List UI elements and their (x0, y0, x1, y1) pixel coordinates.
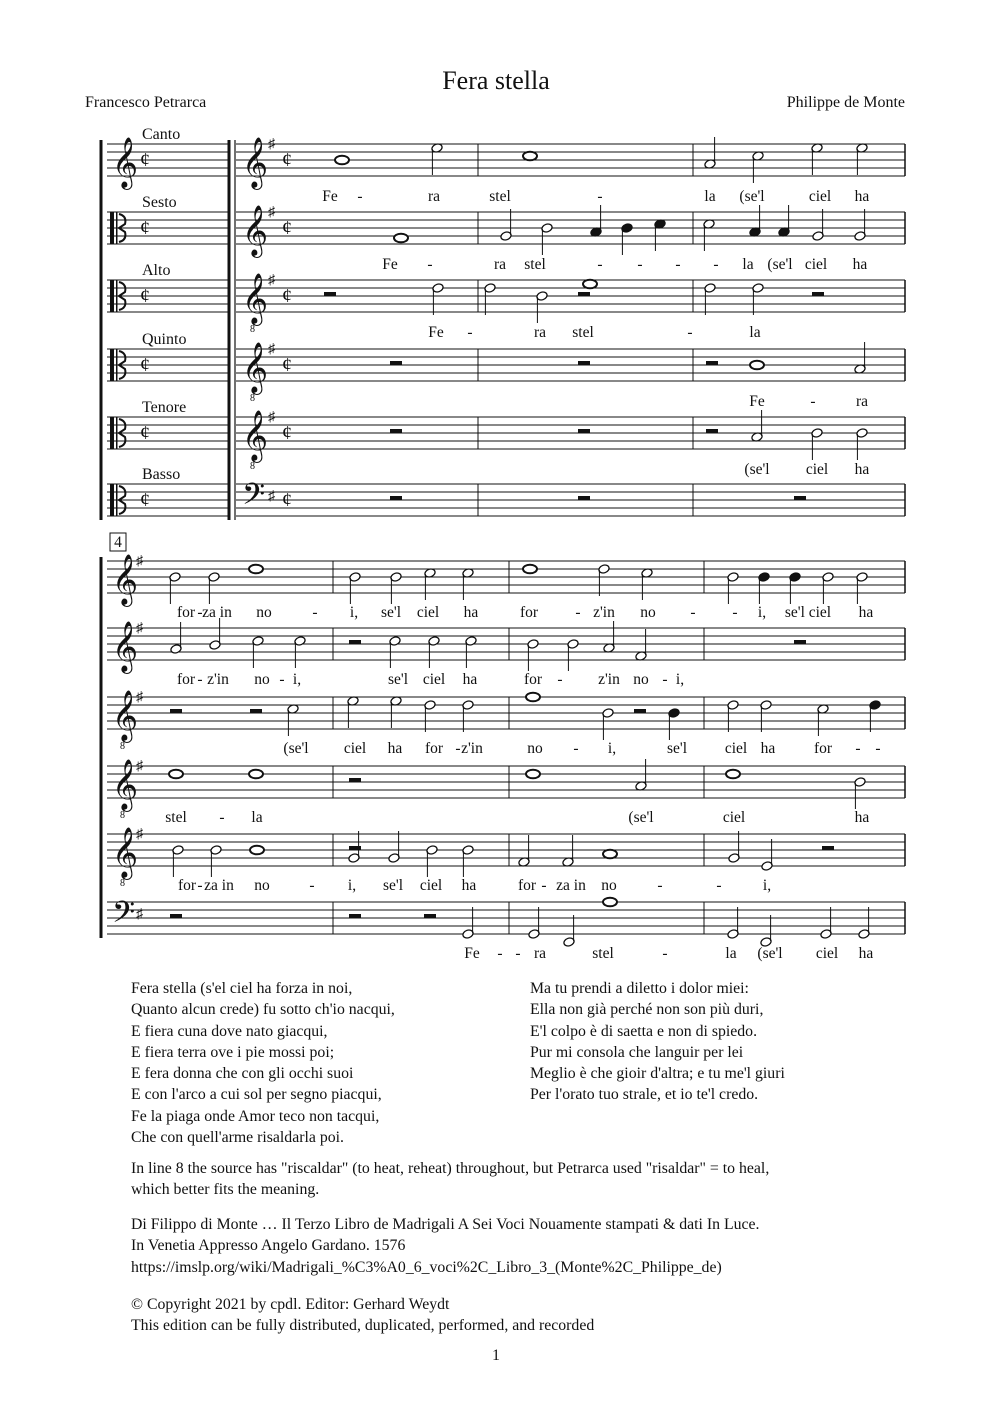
poem-line: Per l'orato tuo strale, et io te'l credo. (530, 1086, 759, 1104)
lyrics-system2-voice2 (177, 671, 684, 688)
lyric-syllable: - (197, 877, 203, 894)
composer-name: Philippe de Monte (786, 94, 905, 111)
sharp-icon: ♯ (136, 690, 143, 705)
lyric-syllable: Fe (322, 188, 338, 205)
lyric-syllable: la (725, 945, 737, 962)
lyric-syllable: ha (760, 740, 776, 757)
lyric-syllable: - (197, 604, 203, 621)
lyric-syllable: se'l ciel (784, 604, 832, 621)
lyric-syllable: ciel (419, 877, 443, 894)
lyric-syllable: ra (427, 188, 441, 205)
note-line: which better fits the meaning. (131, 1181, 320, 1199)
lyric-syllable: ra (533, 324, 547, 341)
lyric-syllable: ciel (804, 256, 828, 273)
time-signature: ¢ (282, 354, 292, 376)
lyric-syllable: ha (461, 877, 477, 894)
lyric-syllable: stel (524, 256, 546, 273)
notes-system2-voice1 (169, 564, 868, 604)
whole-rest (578, 292, 590, 296)
lyric-syllable: - (662, 671, 668, 688)
time-signature: ¢ (282, 149, 292, 171)
octave-mark: 8 (250, 324, 255, 335)
lyric-syllable: stel (572, 324, 594, 341)
whole-rest (706, 361, 718, 365)
lyric-syllable: ha (854, 809, 870, 826)
poet-name: Francesco Petrarca (85, 94, 207, 111)
octave-mark: 8 (120, 810, 125, 821)
time-signature: ¢ (282, 285, 292, 307)
notes-system1-voice3 (432, 280, 764, 323)
whole-rest (634, 709, 646, 713)
lyric-syllable: no (254, 671, 270, 688)
treble-clef-icon: 𝄞 (112, 555, 139, 604)
bass-clef-icon: 𝄢 (242, 478, 266, 518)
lyric-syllable: - (597, 256, 603, 273)
octave-mark: 8 (250, 393, 255, 404)
whole-note (169, 770, 183, 779)
lyric-syllable: ha (854, 188, 870, 205)
lyric-syllable: ciel (815, 945, 839, 962)
poem-line: E fera donna che con gli occhi suoi (131, 1065, 354, 1083)
lyrics-system1-voice1 (322, 188, 869, 205)
lyric-syllable: - (657, 877, 663, 894)
whole-note (249, 770, 263, 779)
lyric-syllable: i, (349, 604, 359, 621)
lyric-syllable: - (541, 877, 547, 894)
lyric-syllable: z'in (598, 671, 620, 688)
lyric-syllable: - (573, 740, 579, 757)
whole-rest (578, 496, 590, 500)
whole-note (603, 850, 617, 859)
sharp-icon: ♯ (268, 489, 275, 504)
lyric-syllable: - (467, 324, 473, 341)
lyric-syllable: - (575, 604, 581, 621)
lyric-syllable: i, (347, 877, 357, 894)
lyric-syllable: - (515, 945, 521, 962)
lyric-syllable: i, (607, 740, 617, 757)
time-signature: ¢ (140, 217, 150, 239)
lyric-syllable: ciel (416, 604, 440, 621)
treble-clef-icon: 𝄞 (242, 206, 269, 255)
lyric-syllable: ha (463, 604, 479, 621)
lyric-syllable: stel (165, 809, 187, 826)
lyric-syllable: no (254, 877, 270, 894)
staff-system2-alto (107, 690, 905, 752)
lyric-syllable: - (637, 256, 643, 273)
sharp-icon: ♯ (136, 827, 143, 842)
whole-rest (170, 709, 182, 713)
lyric-syllable: ra (855, 393, 869, 410)
whole-rest (812, 292, 824, 296)
sharp-icon: ♯ (136, 759, 143, 774)
lyric-syllable: - (197, 671, 203, 688)
staff-system2-quinto (107, 759, 905, 821)
whole-note (250, 846, 264, 855)
lyric-syllable: ha (854, 461, 870, 478)
lyric-syllable: for (176, 671, 196, 688)
treble-clef-icon: 𝄞 (112, 760, 139, 809)
lyric-syllable: - (713, 256, 719, 273)
staff-system2-canto (107, 554, 905, 607)
incipit-staff-alto (107, 262, 228, 312)
whole-rest (424, 914, 436, 918)
voice-name: Basso (142, 466, 181, 483)
c-clef-bar (110, 349, 114, 381)
lyric-syllable: ha (858, 604, 874, 621)
time-signature: ¢ (140, 285, 150, 307)
lyric-syllable: no (527, 740, 543, 757)
lyric-syllable: Fe (428, 324, 444, 341)
poem-line: Ma tu prendi a diletto i dolor miei: (530, 980, 749, 997)
c-clef-bar (110, 484, 114, 516)
sharp-icon: ♯ (268, 273, 275, 288)
lyric-syllable: for (177, 877, 197, 894)
whole-note (750, 361, 764, 370)
whole-rest (390, 429, 402, 433)
lyric-syllable: ra (533, 945, 547, 962)
lyric-syllable: ha (858, 945, 874, 962)
voice-name: Quinto (142, 331, 187, 348)
source-line: In Venetia Appresso Angelo Gardano. 1576 (131, 1237, 406, 1255)
whole-note (335, 156, 349, 165)
lyric-syllable: - (455, 740, 461, 757)
lyrics-system1-voice3 (428, 324, 760, 341)
lyric-syllable: za in (556, 877, 586, 894)
lyric-syllable: - (732, 604, 738, 621)
lyrics-system1-voice5 (744, 461, 869, 478)
lyric-syllable: (se'l (767, 256, 793, 273)
lyric-syllable: no (640, 604, 656, 621)
treble-clef-icon: 𝄞 (112, 691, 139, 740)
page-number: 1 (492, 1347, 500, 1364)
sharp-icon: ♯ (268, 342, 275, 357)
poem-line: Fera stella (s'el ciel ha forza in noi, (131, 980, 353, 997)
poem-line: Pur mi consola che languir per lei (530, 1043, 744, 1061)
lyric-syllable: ha (852, 256, 868, 273)
lyric-syllable: - (675, 256, 681, 273)
whole-rest (578, 361, 590, 365)
notes-system2-voice5 (172, 831, 773, 877)
incipit-staff-quinto (107, 331, 228, 381)
voice-name: Tenore (142, 399, 187, 416)
poem-line: E fiera cuna dove nato giacqui, (131, 1022, 328, 1040)
lyrics-system2-voice6 (464, 945, 873, 962)
lyric-syllable: - (662, 945, 668, 962)
staff-quinto (236, 342, 905, 404)
lyric-syllable: se'l (666, 740, 688, 757)
whole-rest (349, 846, 361, 850)
lyric-syllable: ha (462, 671, 478, 688)
time-signature: ¢ (140, 489, 150, 511)
lyric-syllable: stel (489, 188, 511, 205)
incipit-staff-sesto (107, 194, 228, 244)
treble-clef-icon: 𝄞 (242, 411, 269, 460)
lyric-syllable: for (517, 877, 537, 894)
source-line: Di Filippo di Monte … Il Terzo Libro de Madrigali A Sei Voci Nouamente stampati & dati In Luce. (131, 1216, 760, 1233)
staff-system2-sesto (107, 621, 905, 674)
lyric-syllable: la (704, 188, 716, 205)
whole-note (523, 152, 537, 161)
sharp-icon: ♯ (136, 907, 143, 922)
whole-rest (822, 846, 834, 850)
c-clef-bar (110, 417, 114, 449)
lyric-syllable: - (357, 188, 363, 205)
lyric-syllable: ciel (422, 671, 446, 688)
lyric-syllable: for (523, 671, 543, 688)
poem-line: Quanto alcun crede) fu sotto ch'io nacqui, (131, 1001, 395, 1019)
lyric-syllable: (se'l (283, 740, 309, 757)
lyric-syllable: Fe (382, 256, 398, 273)
whole-rest (170, 914, 182, 918)
whole-note (526, 693, 540, 702)
sharp-icon: ♯ (136, 621, 143, 636)
lyric-syllable: for (424, 740, 444, 757)
whole-note (603, 898, 617, 907)
time-signature: ¢ (140, 149, 150, 171)
octave-mark: 8 (120, 878, 125, 889)
poem-line: Meglio è che gioir d'altra; e tu me'l giuri (530, 1065, 785, 1083)
lyric-syllable: i, (292, 671, 302, 688)
source-citation (131, 1214, 759, 1278)
lyric-syllable: ciel (724, 740, 748, 757)
incipit-staff-canto (107, 126, 228, 190)
time-signature: ¢ (282, 217, 292, 239)
whole-rest (794, 496, 806, 500)
whole-note (249, 565, 263, 574)
staff-tenore (236, 410, 905, 472)
lyric-syllable: no (601, 877, 617, 894)
lyric-syllable: i, (757, 604, 767, 621)
measure-number: 4 (114, 534, 122, 551)
whole-note (726, 770, 740, 779)
lyric-syllable: za in (204, 877, 234, 894)
treble-clef-icon: 𝄞 (242, 343, 269, 392)
lyric-syllable: i, (762, 877, 772, 894)
lyric-syllable: Fe (464, 945, 480, 962)
poem-line: Ella non già perché non son più duri, (530, 1001, 764, 1019)
sharp-icon: ♯ (268, 205, 275, 220)
lyrics-system2-voice5 (178, 877, 771, 894)
lyric-syllable: - (309, 877, 315, 894)
whole-rest (349, 778, 361, 782)
poem-line: E'l colpo è di saetta e non di spiedo. (530, 1022, 758, 1040)
whole-rest (390, 361, 402, 365)
notes-system2-voice6 (170, 640, 870, 947)
lyric-syllable: Fe (749, 393, 765, 410)
note-line: In line 8 the source has "riscaldar" (to heat, reheat) throughout, but Petrarca used "risaldar" = to heal, (131, 1160, 770, 1177)
whole-rest (324, 292, 336, 296)
lyric-syllable: se'l (380, 604, 402, 621)
lyric-syllable: i, (675, 671, 685, 688)
poem-line: E con l'arco a cui sol per segno piacqui, (131, 1086, 382, 1104)
lyrics-system1-voice2 (382, 256, 867, 273)
poem-right-column (530, 978, 785, 1106)
lyric-syllable: - (810, 393, 816, 410)
treble-clef-icon: 𝄞 (112, 622, 139, 671)
lyric-syllable: for (813, 740, 833, 757)
lyrics-system1-voice4 (749, 393, 868, 410)
lyric-syllable: ra (493, 256, 507, 273)
bass-clef-icon: 𝄢 (112, 896, 136, 936)
lyric-syllable: ciel (343, 740, 367, 757)
time-signature: ¢ (282, 422, 292, 444)
copyright-notice (131, 1294, 594, 1337)
lyric-syllable: - (855, 740, 861, 757)
lyric-syllable: - (716, 877, 722, 894)
lyrics-system2-voice3 (283, 740, 880, 757)
lyric-syllable: for (176, 604, 196, 621)
lyric-syllable: ciel (805, 461, 829, 478)
lyric-syllable: (se'l (628, 809, 654, 826)
whole-note (394, 234, 408, 243)
lyric-syllable: - (597, 188, 603, 205)
lyric-syllable: for (519, 604, 539, 621)
voice-name: Canto (142, 126, 181, 143)
voice-name: Alto (142, 262, 171, 279)
staff-alto (236, 273, 905, 335)
whole-rest (390, 496, 402, 500)
notes-system2-voice3 (287, 693, 881, 740)
whole-rest (250, 709, 262, 713)
octave-mark: 8 (250, 461, 255, 472)
copyright-line: © Copyright 2021 by cpdl. Editor: Gerhard Weydt (131, 1296, 450, 1313)
lyric-syllable: (se'l (744, 461, 770, 478)
incipit-staff-tenore (107, 399, 228, 449)
lyric-syllable: se'l (387, 671, 409, 688)
time-signature: ¢ (282, 489, 292, 511)
lyric-syllable: (se'l (757, 945, 783, 962)
time-signature: ¢ (140, 422, 150, 444)
lyric-syllable: - (279, 671, 285, 688)
lyrics-system2-voice4 (165, 809, 869, 826)
poem-line: Che con quell'arme risaldarla poi. (131, 1129, 344, 1147)
lyric-syllable: - (219, 809, 225, 826)
lyric-syllable: no (633, 671, 649, 688)
lyric-syllable: ha (387, 740, 403, 757)
piece-title: Fera stella (442, 66, 550, 95)
sharp-icon: ♯ (268, 410, 275, 425)
lyric-syllable: - (427, 256, 433, 273)
lyric-syllable: (se'l (739, 188, 765, 205)
treble-clef-icon: 𝄞 (112, 828, 139, 877)
lyric-syllable: z'in (207, 671, 229, 688)
whole-note (583, 280, 597, 289)
treble-clef-icon: 𝄞 (242, 274, 269, 323)
whole-rest (706, 429, 718, 433)
lyric-syllable: z'in (461, 740, 483, 757)
staff-sesto (236, 205, 905, 258)
source-url: https://imslp.org/wiki/Madrigali_%C3%A0_6_voci%2C_Libro_3_(Monte%2C_Philippe_de) (131, 1258, 722, 1276)
staff-system2-basso (107, 896, 905, 936)
license-line: This edition can be fully distributed, duplicated, performed, and recorded (131, 1317, 595, 1335)
lyric-syllable: - (497, 945, 503, 962)
treble-clef-icon: 𝄞 (112, 138, 139, 187)
lyric-syllable: no (256, 604, 272, 621)
lyric-syllable: ciel (808, 188, 832, 205)
c-clef-bar (110, 212, 114, 244)
whole-rest (794, 640, 806, 644)
voice-name: Sesto (142, 194, 177, 211)
lyric-syllable: - (687, 324, 693, 341)
whole-rest (349, 914, 361, 918)
poem-line: E fiera terra ove i pie mossi poi; (131, 1043, 335, 1061)
time-signature: ¢ (140, 354, 150, 376)
sharp-icon: ♯ (136, 554, 143, 569)
lyric-syllable: la (251, 809, 263, 826)
notes-system1-voice4 (750, 342, 866, 374)
editorial-note (131, 1158, 769, 1201)
lyric-syllable: ciel (722, 809, 746, 826)
lyrics-system2-voice1 (177, 604, 873, 621)
lyric-syllable: la (749, 324, 761, 341)
lyric-syllable: - (312, 604, 318, 621)
lyric-syllable: za in (202, 604, 232, 621)
treble-clef-icon: 𝄞 (242, 138, 269, 187)
lyric-syllable: - (690, 604, 696, 621)
incipit-staff-basso (107, 466, 228, 516)
c-clef-bar (110, 280, 114, 312)
whole-note (526, 770, 540, 779)
whole-rest (578, 429, 590, 433)
whole-rest (349, 640, 361, 644)
lyric-syllable: - (875, 740, 881, 757)
lyric-syllable: - (557, 671, 563, 688)
lyric-syllable: se'l (382, 877, 404, 894)
whole-note (523, 565, 537, 574)
lyric-syllable: z'in (593, 604, 615, 621)
lyric-syllable: la (742, 256, 754, 273)
poem-line: Fe la piaga onde Amor teco non tacqui, (131, 1107, 380, 1125)
octave-mark: 8 (120, 741, 125, 752)
poem-left-column (131, 978, 395, 1148)
lyric-syllable: stel (592, 945, 614, 962)
sharp-icon: ♯ (268, 137, 275, 152)
